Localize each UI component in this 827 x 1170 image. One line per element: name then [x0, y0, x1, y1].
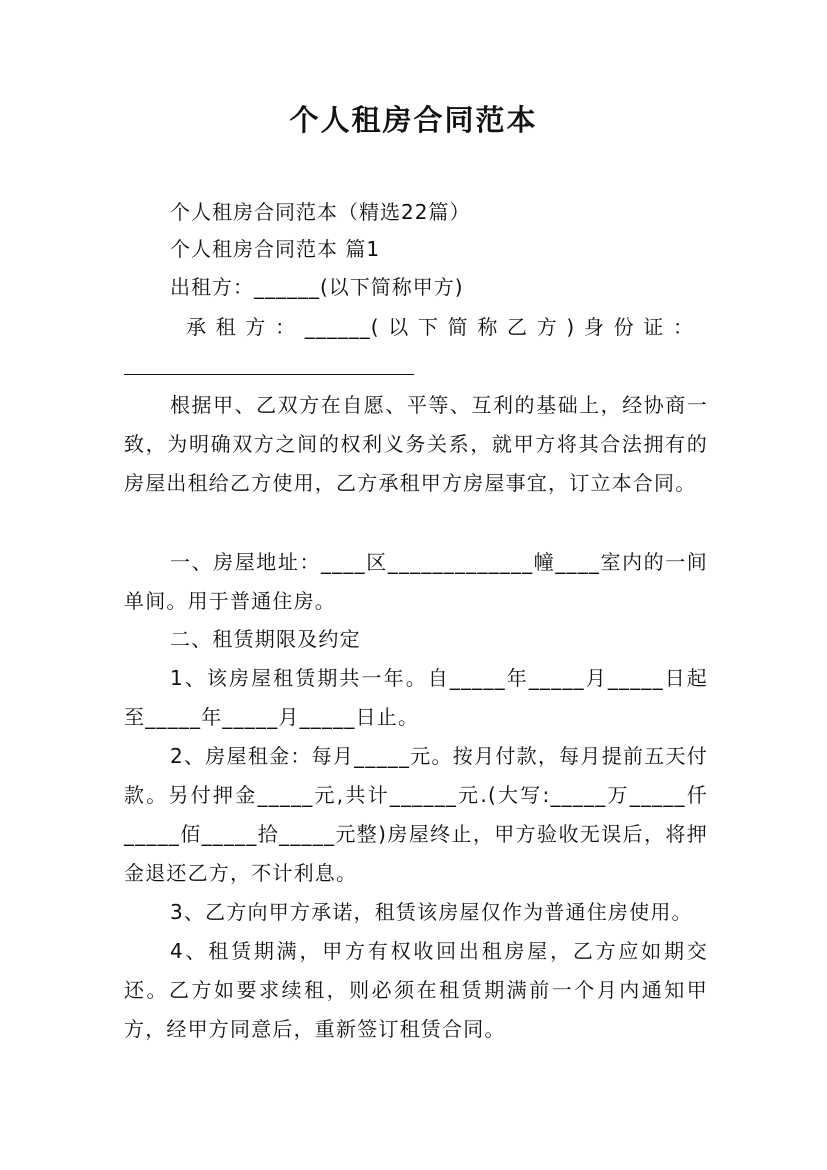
lessee-token: ______( — [304, 315, 380, 339]
lessee-token: 方 — [536, 315, 558, 339]
lessee-token: 承 — [186, 315, 207, 339]
lessor-line: 出租方：______(以下简称甲方) — [170, 275, 464, 299]
document-title: 个人租房合同范本 — [289, 103, 538, 137]
intro-paragraph: 根据甲、乙双方在自愿、平等、互利的基础上，经协商一致，为明确双方之间的权利义务关系，就甲方将其合法拥有的房屋出租给乙方使用，乙方承租甲方房屋事宜，订立本合同。 — [124, 393, 708, 495]
lessee-token: ： — [275, 315, 297, 339]
term-3-paragraph: 3、乙方向甲方承诺，租赁该房屋仅作为普通住房使用。 — [170, 900, 693, 924]
term-heading: 二、租赁期限及约定 — [170, 627, 361, 651]
section-heading: 个人租房合同范本 篇1 — [170, 237, 381, 261]
term-2-paragraph: 2、房屋租金：每月_____元。按月付款，每月提前五天付款。另付押金_____元,共计______元.(大写:_____万_____仟_____佰_____拾_____元整)房屋终止，甲方验收无误后，将押金退还乙方，不计利息。 — [124, 744, 708, 885]
term-4-paragraph: 4、租赁期满，甲方有权收回出租房屋，乙方应如期交还。乙方如要求续租，则必须在租赁期满前一个月内通知甲方，经甲方同意后，重新签订租赁合同。 — [124, 939, 708, 1041]
lessee-token: 证 — [643, 315, 665, 339]
id-number-blank — [124, 374, 414, 375]
lessee-token: 份 — [613, 315, 635, 339]
lessee-token: 简 — [447, 315, 469, 339]
term-1-paragraph: 1、该房屋租赁期共一年。自_____年_____月_____日起至_____年_____月_____日止。 — [124, 666, 708, 729]
lessee-token: 租 — [215, 315, 237, 339]
address-paragraph: 一、房屋地址：____区_____________幢____室内的一间单间。用于普通住房。 — [124, 550, 708, 613]
lessee-token: ) — [566, 315, 576, 339]
lessee-token: 以 — [388, 315, 410, 339]
lessee-token: ： — [672, 315, 694, 339]
document-subtitle: 个人租房合同范本（精选22篇） — [170, 200, 471, 224]
lessee-line — [186, 308, 694, 347]
lessee-token: 下 — [417, 315, 439, 339]
lessee-token: 称 — [477, 315, 499, 339]
lessee-token: 方 — [245, 315, 267, 339]
lessee-token: 乙 — [507, 315, 528, 339]
lessee-token: 身 — [583, 315, 605, 339]
